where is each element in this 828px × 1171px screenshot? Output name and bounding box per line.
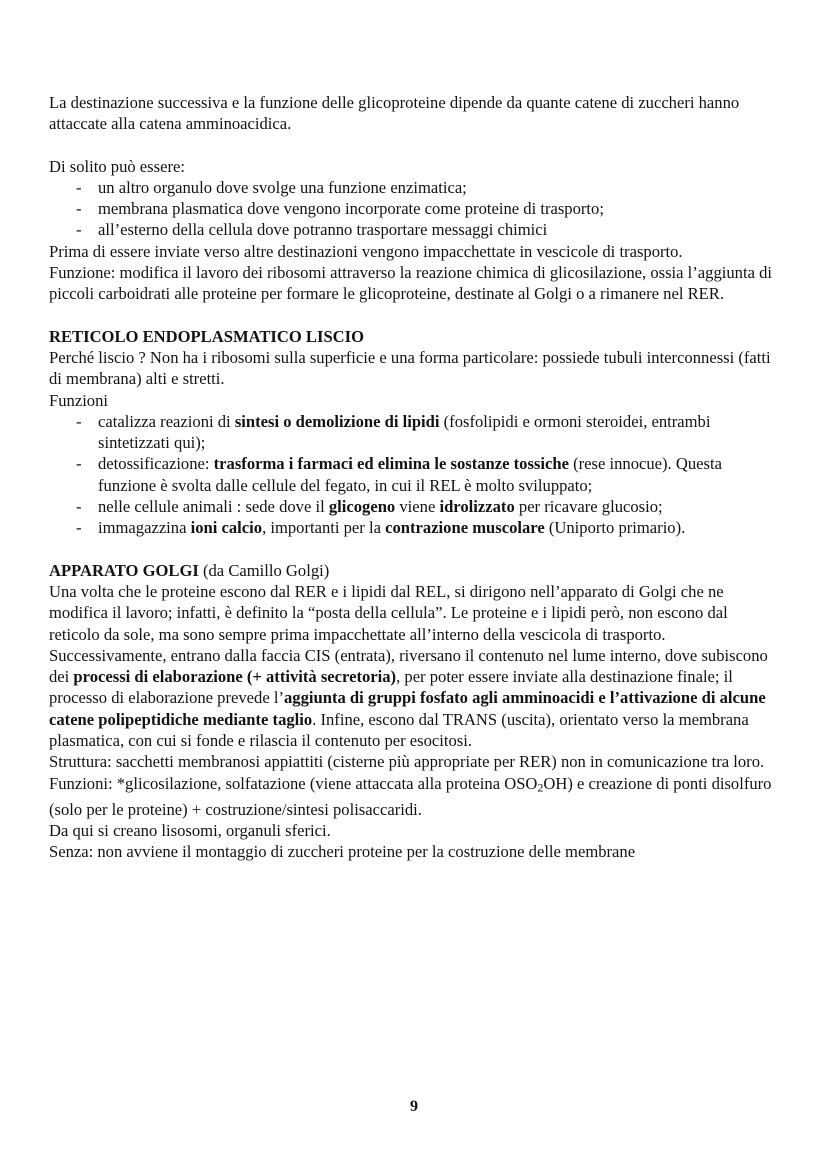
heading-apparato-golgi: APPARATO GOLGI (da Camillo Golgi) — [49, 560, 330, 580]
list-item-label: membrana plasmatica dove vengono incorporate come proteine di trasporto; — [98, 199, 604, 219]
section-gap — [49, 305, 779, 326]
paragraph-gap — [49, 135, 779, 156]
paragraph-funzioni-label: Funzioni — [49, 390, 109, 410]
list-item-label: detossificazione: trasforma i farmaci ed elimina le sostanze tossiche (rese innocue). Questa funzione è svolta dalle cellule del fegato, in cui il REL è molto sviluppato; — [98, 454, 722, 495]
dash-bullet-icon: - — [76, 177, 82, 197]
list-item-label: all’esterno della cellula dove potranno trasportare messaggi chimici — [98, 220, 548, 240]
list-item-label: catalizza reazioni di sintesi o demolizione di lipidi (fosfolipidi e ormoni steroidei, entrambi sintetizzati qui); — [98, 411, 711, 453]
list-item-label: nelle cellule animali : sede dove il glicogeno viene idrolizzato per ricavare glucosio; — [98, 497, 663, 517]
list-item — [49, 496, 779, 517]
paragraph-prima-di-essere: Prima di essere inviate verso altre destinazioni vengono impacchettate in vescicole di trasporto. — [49, 241, 683, 261]
dash-bullet-icon: - — [76, 199, 82, 219]
dash-bullet-icon: - — [76, 411, 82, 431]
list-item — [49, 177, 779, 198]
paragraph-golgi-funzioni: Funzioni: *glicosilazione, solfatazione (viene attaccata alla proteina $OSO_2OH$) e creazione di ponti disolfuro (solo per le proteine) + costruzione/sintesi polisaccaridi. — [49, 773, 772, 819]
dash-bullet-icon: - — [76, 220, 82, 240]
destinations-list — [49, 177, 779, 241]
paragraph-funzione-rer: Funzione: modifica il lavoro dei ribosomi attraverso la reazione chimica di glicosilazione, ossia l’aggiunta di piccoli carboidrati alle proteine per formare le glicoproteine, destinate al Golgi o a rimanere nel RER. — [49, 263, 772, 304]
dash-bullet-icon: - — [76, 497, 82, 517]
dash-bullet-icon: - — [76, 518, 82, 538]
list-item — [49, 517, 779, 538]
list-item — [49, 453, 779, 496]
paragraph-golgi-senza: Senza: non avviene il montaggio di zuccheri proteine per la costruzione delle membrane — [49, 842, 636, 862]
page-number: 9 — [410, 1098, 418, 1115]
paragraph-golgi-intro: Una volta che le proteine escono dal RER e i lipidi dal REL, si dirigono nell’apparato di Golgi che ne modifica il lavoro; infatti, è definito la “posta della cellula”. Le proteine e i lipidi però, non escono dal reticolo da sole, ma sono sempre prima impacchettate all’interno della vescicola di trasporto. — [49, 581, 728, 644]
list-item-label: immagazzina ioni calcio, importanti per la contrazione muscolare (Uniporto primario). — [98, 518, 686, 538]
section-gap — [49, 539, 779, 560]
paragraph-intro: La destinazione successiva e la funzione delle glicoproteine dipende da quante catene di zuccheri hanno attaccate alla catena amminoacidica. — [49, 93, 740, 134]
paragraph-di-solito: Di solito può essere: — [49, 156, 185, 176]
heading-reticolo-endoplasmatico-liscio: RETICOLO ENDOPLASMATICO LISCIO — [49, 326, 365, 346]
list-item — [49, 411, 779, 454]
paragraph-golgi-lisosomi: Da qui si creano lisosomi, organuli sferici. — [49, 820, 331, 840]
dash-bullet-icon: - — [76, 454, 82, 474]
paragraph-golgi-struttura: Struttura: sacchetti membranosi appiattiti (cisterne più appropriate per RER) non in comunicazione tra loro. — [49, 752, 765, 772]
page-body — [49, 92, 779, 862]
list-item-label: un altro organulo dove svolge una funzione enzimatica; — [98, 177, 467, 197]
list-item — [49, 219, 779, 240]
paragraph-perche-liscio: Perché liscio ? Non ha i ribosomi sulla superficie e una forma particolare: possiede tubuli interconnessi (fatti di membrana) alti e stretti. — [49, 347, 771, 389]
list-item — [49, 198, 779, 219]
paragraph-golgi-processi: Successivamente, entrano dalla faccia CIS (entrata), riversano il contenuto nel lume interno, dove subiscono dei processi di elaborazione (+ attività secretoria), per poter essere inviate alla destinazione finale; il processo di elaborazione prevede l’aggiunta di gruppi fosfato agli amminoacidi e l’attivazione di alcune catene polipeptidiche mediante taglio. Infine, escono dal TRANS (uscita), orientato verso la membrana plasmatica, con cui si fonde e rilascia il contenuto per esocitosi. — [49, 645, 768, 751]
rel-functions-list — [49, 411, 779, 539]
